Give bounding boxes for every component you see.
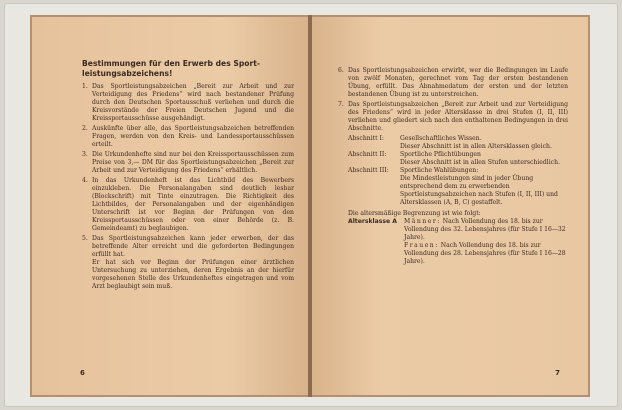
item-paragraph: Er hat sich vor Beginn der Prüfungen einer ärztlichen Untersuchung zu unterziehen, deren Ergebnis an der hierfür vorgesehenen Stelle des Urkundenheftes eingetragen und vom Arzt beglaubigt sein muß. xyxy=(92,258,294,290)
list-item xyxy=(338,67,568,99)
page-heading xyxy=(82,59,294,79)
list-item xyxy=(82,125,294,149)
section-body xyxy=(400,167,568,207)
age-class-body xyxy=(404,218,568,266)
list-item xyxy=(82,177,294,233)
item-text: Die Urkundenhefte sind nur bei den Kreissportausschüssen zum Preise von 3,— DM für das Sportleistungsabzeichen „Bereit zur Arbeit und zur Verteidigung des Friedens“ erhältlich. xyxy=(92,150,294,174)
men-text: Nach Vollendung des 18. bis zur Vollendung des 32. Lebensjahres (für Stufe I 16—32 Jahre). xyxy=(404,218,566,241)
booklet xyxy=(30,15,590,397)
section-title: Sportliche Pflichtübungen xyxy=(400,151,481,158)
section-title: Gesellschaftliches Wissen. xyxy=(400,135,482,142)
section-row xyxy=(348,151,568,167)
section-text: Dieser Abschnitt ist in allen Stufen unterschiedlich. xyxy=(400,159,560,166)
list-item xyxy=(82,151,294,175)
item-number: 6. xyxy=(338,67,344,74)
left-page xyxy=(32,17,308,395)
item-number: 7. xyxy=(338,101,344,108)
heading-line-1: Bestimmungen für den Erwerb des Sport- xyxy=(82,59,261,68)
page-number: 7 xyxy=(555,369,560,377)
page-number: 6 xyxy=(80,369,85,377)
rules-list-right xyxy=(338,67,568,133)
item-number: 2. xyxy=(82,124,88,132)
section-body xyxy=(400,135,568,151)
list-item xyxy=(82,235,294,291)
item-number: 4. xyxy=(82,176,88,184)
item-text: Auskünfte über alle, das Sportleistungsabzeichen betreffenden Fragen, werden von den Kreis- und Landessportausschüssen erteilt. xyxy=(92,124,294,148)
section-label: Abschnitt II: xyxy=(348,151,387,158)
item-number: 5. xyxy=(82,234,88,242)
item-text xyxy=(92,235,294,291)
section-row xyxy=(348,167,568,207)
item-paragraph: Das Sportleistungsabzeichen kann jeder erwerben, der das betreffende Alter erreicht und die geforderten Bedingungen erfüllt hat. xyxy=(92,234,294,258)
section-label: Abschnitt III: xyxy=(348,167,389,174)
women-text: Nach Vollendung des 18. bis zur Vollendung des 28. Lebensjahres (für Stufe I 16—28 Jahre). xyxy=(404,242,566,265)
item-text: Das Sportleistungsabzeichen „Bereit zur Arbeit und zur Verteidigung des Friedens“ wird nach bestandener Prüfung durch den Deutschen Sportausschuß verliehen und durch die Kreisvorstände der Freien Deutschen Jugend und die Kreissportausschüsse ausgehändigt. xyxy=(92,82,294,122)
age-class-label: Altersklasse A xyxy=(348,218,397,225)
item-text: Das Sportleistungsabzeichen „Bereit zur Arbeit und zur Verteidigung des Friedens“ wird in jeder Altersklasse in drei Stufen (I, II, III) verliehen und gliedert sich nach den enthaltenen Bedingungen in drei Abschnitte. xyxy=(348,101,568,132)
age-limit-intro: Die altersmäßige Begrenzung ist wie folgt: xyxy=(348,210,481,217)
section-title: Sportliche Wahlübungen: xyxy=(400,167,479,174)
heading-line-2: leistungsabzeichens! xyxy=(82,68,173,78)
right-page xyxy=(312,17,588,395)
section-text: Die Mindestleistungen sind in jeder Übung entsprechend dem zu erwerbenden Sportleistungsabzeichen nach Stufen (I, II, III) und Altersklassen (A, B, C) gestaffelt. xyxy=(400,175,558,206)
section-body xyxy=(400,151,568,167)
list-item xyxy=(338,101,568,133)
list-item xyxy=(82,83,294,123)
item-text: In das Urkundenheft ist das Lichtbild des Bewerbers einzukleben. Die Personalangaben sind deutlich lesbar (Blockschrift) mit Tinte einzutragen. Die Richtigkeit des Lichtbildes, der Personalangaben und der eigenhändigen Unterschrift ist vor Beginn der Prüfungen von den Kreissportausschüssen oder von einer Behörde (z. B. Gemeindeamt) zu beglaubigen. xyxy=(92,176,294,232)
item-number: 3. xyxy=(82,150,88,158)
age-class-row xyxy=(348,218,568,266)
item-text: Das Sportleistungsabzeichen erwirbt, wer die Bedingungen im Laufe von zwölf Monaten, gerechnet vom Tag der ersten bestandenen Übung, erfüllt. Das Abnahmedatum der ersten und der letzten bestandenen Übung ist zu unterstreichen. xyxy=(348,67,568,98)
section-text: Dieser Abschnitt ist in allen Altersklassen gleich. xyxy=(400,143,552,150)
men-label: Männer: xyxy=(404,218,441,225)
section-label: Abschnitt I: xyxy=(348,135,384,142)
rules-list-left xyxy=(82,83,294,291)
sections xyxy=(338,135,568,266)
item-number: 1. xyxy=(82,82,88,90)
women-label: Frauen: xyxy=(404,242,439,249)
section-row xyxy=(348,135,568,151)
